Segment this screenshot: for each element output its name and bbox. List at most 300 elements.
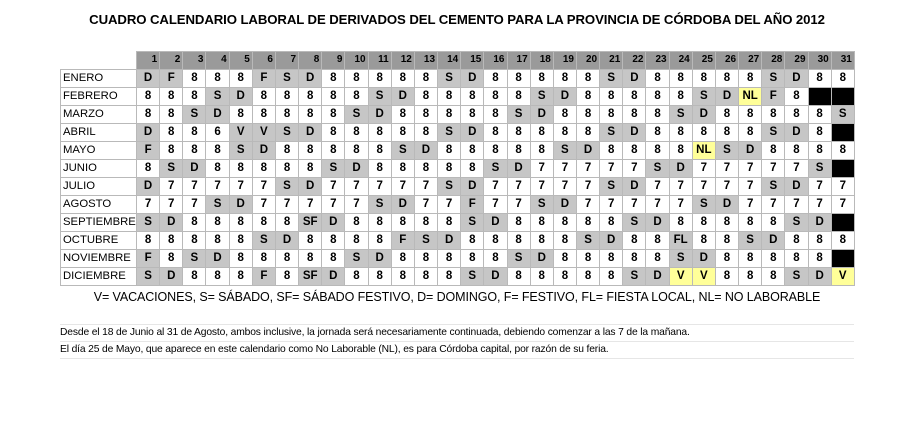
day-cell: 8: [484, 141, 507, 159]
month-row-agosto: [61, 195, 855, 213]
day-cell: 7: [275, 195, 298, 213]
day-cell: D: [206, 105, 229, 123]
day-cell: 8: [553, 69, 576, 87]
day-cell: 7: [322, 195, 345, 213]
day-cell: 8: [183, 141, 206, 159]
day-number-header: 10: [345, 52, 368, 70]
month-row-noviembre: [61, 249, 855, 267]
day-cell: 8: [160, 123, 183, 141]
day-cell: 8: [507, 231, 530, 249]
day-cell: 8: [322, 123, 345, 141]
day-cell: 7: [484, 195, 507, 213]
day-number-header: 28: [762, 52, 785, 70]
day-cell: 8: [576, 69, 599, 87]
header-corner: [61, 52, 137, 70]
day-cell: 7: [785, 159, 808, 177]
day-cell: 8: [299, 249, 322, 267]
day-cell: S: [530, 87, 553, 105]
day-cell: S: [600, 69, 623, 87]
day-cell: 8: [160, 249, 183, 267]
day-cell: S: [785, 213, 808, 231]
day-cell: D: [368, 249, 391, 267]
day-cell: D: [345, 159, 368, 177]
day-cell: S: [275, 123, 298, 141]
nonexistent-day-cell: [808, 87, 831, 105]
day-cell: 8: [692, 123, 715, 141]
day-cell: S: [229, 141, 252, 159]
day-cell: 8: [206, 141, 229, 159]
day-cell: 8: [368, 159, 391, 177]
day-cell: 7: [576, 195, 599, 213]
day-cell: 8: [368, 213, 391, 231]
day-cell: 8: [646, 69, 669, 87]
day-cell: S: [183, 105, 206, 123]
day-number-header: 22: [623, 52, 646, 70]
day-cell: 8: [484, 105, 507, 123]
day-cell: 7: [739, 159, 762, 177]
day-cell: 8: [530, 231, 553, 249]
day-cell: 8: [461, 105, 484, 123]
day-cell: 8: [785, 249, 808, 267]
day-cell: 8: [322, 141, 345, 159]
day-cell: D: [229, 195, 252, 213]
day-cell: V: [831, 267, 854, 285]
day-cell: 8: [646, 231, 669, 249]
day-cell: 8: [553, 123, 576, 141]
day-cell: S: [484, 159, 507, 177]
day-cell: 8: [507, 123, 530, 141]
day-cell: S: [692, 195, 715, 213]
day-cell: 8: [831, 141, 854, 159]
day-cell: 8: [345, 231, 368, 249]
day-cell: 8: [530, 213, 553, 231]
day-cell: V: [229, 123, 252, 141]
day-cell: S: [438, 123, 461, 141]
day-cell: F: [391, 231, 414, 249]
day-cell: 7: [160, 177, 183, 195]
day-cell: 7: [692, 159, 715, 177]
day-header-row: [61, 52, 855, 70]
day-cell: 8: [275, 159, 298, 177]
day-cell: D: [275, 231, 298, 249]
day-cell: D: [299, 177, 322, 195]
day-cell: 8: [576, 123, 599, 141]
day-cell: 7: [137, 195, 160, 213]
day-cell: 7: [553, 159, 576, 177]
nonexistent-day-cell: [831, 159, 854, 177]
day-cell: 8: [739, 105, 762, 123]
day-cell: 8: [183, 231, 206, 249]
day-cell: 7: [391, 177, 414, 195]
day-cell: 8: [322, 249, 345, 267]
day-cell: 8: [229, 213, 252, 231]
day-cell: 8: [461, 249, 484, 267]
day-cell: 7: [600, 159, 623, 177]
day-cell: 8: [576, 249, 599, 267]
day-cell: D: [137, 177, 160, 195]
day-number-header: 19: [553, 52, 576, 70]
day-cell: S: [739, 231, 762, 249]
day-cell: 8: [252, 87, 275, 105]
day-cell: 8: [600, 267, 623, 285]
day-number-header: 17: [507, 52, 530, 70]
day-cell: 8: [461, 87, 484, 105]
day-cell: S: [137, 267, 160, 285]
day-cell: D: [623, 69, 646, 87]
day-cell: 8: [345, 123, 368, 141]
day-cell: S: [252, 231, 275, 249]
day-cell: 8: [623, 231, 646, 249]
month-label: SEPTIEMBRE: [61, 213, 137, 231]
day-cell: D: [808, 267, 831, 285]
day-cell: 8: [438, 249, 461, 267]
day-cell: 8: [206, 213, 229, 231]
day-cell: SF: [299, 267, 322, 285]
day-cell: 8: [692, 213, 715, 231]
day-cell: S: [692, 87, 715, 105]
day-cell: S: [669, 249, 692, 267]
day-number-header: 5: [229, 52, 252, 70]
day-cell: 8: [808, 249, 831, 267]
day-number-header: 23: [646, 52, 669, 70]
day-cell: D: [762, 231, 785, 249]
day-cell: S: [438, 69, 461, 87]
day-cell: 8: [808, 123, 831, 141]
day-cell: 8: [623, 141, 646, 159]
day-cell: S: [831, 105, 854, 123]
day-number-header: 18: [530, 52, 553, 70]
day-cell: 8: [368, 123, 391, 141]
day-number-header: 15: [461, 52, 484, 70]
day-cell: 8: [275, 249, 298, 267]
day-cell: S: [160, 159, 183, 177]
day-cell: F: [762, 87, 785, 105]
day-number-header: 31: [831, 52, 854, 70]
day-cell: 8: [206, 267, 229, 285]
spacer-row: [60, 31, 854, 51]
day-cell: 8: [530, 267, 553, 285]
day-cell: 8: [461, 141, 484, 159]
day-cell: D: [553, 195, 576, 213]
day-cell: 8: [183, 87, 206, 105]
day-cell: 8: [229, 231, 252, 249]
day-number-header: 6: [252, 52, 275, 70]
note-line-1: Desde el 18 de Junio al 31 de Agosto, ambos inclusive, la jornada será necesariamente continuada, debiendo comenzar a las 7 de la mañana.: [60, 325, 854, 342]
day-cell: 8: [646, 105, 669, 123]
day-cell: 8: [414, 105, 437, 123]
day-cell: 8: [299, 231, 322, 249]
day-cell: NL: [692, 141, 715, 159]
day-cell: 8: [275, 213, 298, 231]
day-cell: 8: [391, 249, 414, 267]
day-cell: SF: [299, 213, 322, 231]
day-cell: 8: [414, 159, 437, 177]
day-cell: S: [530, 195, 553, 213]
day-cell: 8: [507, 69, 530, 87]
day-cell: 8: [229, 267, 252, 285]
day-cell: D: [461, 123, 484, 141]
day-cell: 8: [229, 105, 252, 123]
month-label: JUNIO: [61, 159, 137, 177]
day-cell: 8: [414, 123, 437, 141]
day-cell: FL: [669, 231, 692, 249]
day-cell: D: [507, 159, 530, 177]
legend-text: V= VACACIONES, S= SÁBADO, SF= SÁBADO FESTIVO, D= DOMINGO, F= FESTIVO, FL= FIESTA LOCAL, NL= NO LABORABLE: [93, 289, 821, 304]
day-cell: 8: [275, 105, 298, 123]
day-cell: 8: [438, 267, 461, 285]
day-cell: 8: [438, 159, 461, 177]
day-cell: 8: [275, 141, 298, 159]
day-cell: 7: [739, 195, 762, 213]
day-cell: 8: [275, 87, 298, 105]
day-cell: 7: [414, 195, 437, 213]
month-label: MARZO: [61, 105, 137, 123]
day-cell: 8: [600, 213, 623, 231]
day-cell: 7: [808, 195, 831, 213]
day-cell: 8: [252, 105, 275, 123]
day-cell: 8: [553, 267, 576, 285]
day-cell: 8: [183, 267, 206, 285]
month-row-febrero: [61, 87, 855, 105]
day-cell: 8: [739, 249, 762, 267]
day-cell: S: [206, 195, 229, 213]
nonexistent-day-cell: [831, 249, 854, 267]
day-cell: 7: [576, 159, 599, 177]
day-cell: 8: [808, 105, 831, 123]
day-cell: 7: [345, 195, 368, 213]
day-cell: 7: [785, 195, 808, 213]
day-cell: 8: [252, 213, 275, 231]
day-cell: 8: [646, 87, 669, 105]
day-cell: 7: [368, 177, 391, 195]
day-cell: 8: [553, 105, 576, 123]
day-cell: S: [762, 177, 785, 195]
day-cell: 8: [368, 69, 391, 87]
day-cell: 8: [229, 69, 252, 87]
day-cell: D: [600, 231, 623, 249]
day-cell: 8: [345, 267, 368, 285]
day-cell: 8: [160, 87, 183, 105]
day-cell: 8: [206, 159, 229, 177]
day-cell: S: [762, 69, 785, 87]
day-cell: V: [669, 267, 692, 285]
day-cell: 8: [623, 87, 646, 105]
nonexistent-day-cell: [831, 123, 854, 141]
day-cell: 8: [808, 69, 831, 87]
day-cell: 8: [762, 105, 785, 123]
day-cell: S: [646, 159, 669, 177]
day-cell: 8: [762, 267, 785, 285]
day-cell: S: [600, 123, 623, 141]
day-cell: D: [553, 87, 576, 105]
day-cell: S: [183, 249, 206, 267]
day-cell: D: [692, 249, 715, 267]
day-cell: D: [391, 195, 414, 213]
day-cell: 8: [368, 231, 391, 249]
day-cell: 8: [739, 267, 762, 285]
day-cell: 8: [368, 267, 391, 285]
day-cell: 8: [507, 87, 530, 105]
day-cell: D: [785, 123, 808, 141]
day-number-header: 4: [206, 52, 229, 70]
day-cell: 8: [507, 141, 530, 159]
day-cell: 8: [785, 87, 808, 105]
day-cell: 8: [391, 69, 414, 87]
day-cell: 8: [785, 105, 808, 123]
day-number-header: 25: [692, 52, 715, 70]
day-cell: 8: [715, 69, 738, 87]
day-cell: 8: [414, 213, 437, 231]
day-cell: 8: [715, 231, 738, 249]
day-cell: S: [623, 213, 646, 231]
day-cell: D: [461, 177, 484, 195]
day-cell: D: [739, 141, 762, 159]
month-row-marzo: [61, 105, 855, 123]
month-label: JULIO: [61, 177, 137, 195]
month-label: DICIEMBRE: [61, 267, 137, 285]
day-cell: 8: [808, 231, 831, 249]
day-cell: 8: [322, 87, 345, 105]
day-cell: D: [530, 249, 553, 267]
day-cell: D: [484, 267, 507, 285]
day-cell: 7: [252, 177, 275, 195]
day-cell: S: [368, 87, 391, 105]
day-number-header: 26: [715, 52, 738, 70]
day-cell: 8: [137, 231, 160, 249]
month-label: OCTUBRE: [61, 231, 137, 249]
day-cell: F: [252, 267, 275, 285]
day-cell: 8: [831, 231, 854, 249]
day-cell: S: [785, 267, 808, 285]
day-cell: V: [252, 123, 275, 141]
day-cell: D: [160, 213, 183, 231]
day-cell: 8: [183, 123, 206, 141]
day-cell: D: [669, 159, 692, 177]
day-cell: 8: [600, 87, 623, 105]
day-cell: 8: [623, 105, 646, 123]
day-cell: 8: [484, 123, 507, 141]
day-cell: S: [507, 105, 530, 123]
day-cell: 8: [414, 69, 437, 87]
day-cell: S: [322, 159, 345, 177]
day-cell: 8: [438, 213, 461, 231]
day-cell: D: [576, 141, 599, 159]
day-cell: S: [461, 213, 484, 231]
day-cell: S: [414, 231, 437, 249]
day-cell: 7: [299, 195, 322, 213]
day-cell: D: [414, 141, 437, 159]
day-cell: F: [461, 195, 484, 213]
day-cell: 8: [299, 105, 322, 123]
day-cell: 7: [623, 195, 646, 213]
day-cell: 7: [183, 177, 206, 195]
month-label: MAYO: [61, 141, 137, 159]
day-number-header: 30: [808, 52, 831, 70]
day-number-header: 2: [160, 52, 183, 70]
day-cell: 8: [414, 267, 437, 285]
day-cell: S: [438, 177, 461, 195]
day-cell: 7: [507, 195, 530, 213]
day-cell: 7: [715, 177, 738, 195]
day-cell: 8: [831, 69, 854, 87]
day-cell: 7: [623, 159, 646, 177]
day-cell: 8: [623, 249, 646, 267]
day-cell: 8: [576, 105, 599, 123]
day-cell: 8: [322, 231, 345, 249]
day-cell: S: [600, 177, 623, 195]
month-row-abril: [61, 123, 855, 141]
day-cell: 8: [461, 159, 484, 177]
month-row-diciembre: [61, 267, 855, 285]
day-cell: 8: [414, 87, 437, 105]
day-cell: D: [322, 267, 345, 285]
day-cell: 7: [739, 177, 762, 195]
day-cell: D: [623, 177, 646, 195]
day-cell: 8: [692, 231, 715, 249]
day-cell: S: [762, 123, 785, 141]
day-cell: S: [808, 159, 831, 177]
day-cell: D: [530, 105, 553, 123]
day-cell: 7: [183, 195, 206, 213]
day-cell: 7: [576, 177, 599, 195]
day-cell: 8: [252, 249, 275, 267]
day-cell: D: [322, 213, 345, 231]
month-row-mayo: [61, 141, 855, 159]
day-cell: S: [669, 105, 692, 123]
day-cell: 8: [484, 69, 507, 87]
day-cell: S: [275, 69, 298, 87]
day-number-header: 11: [368, 52, 391, 70]
day-cell: 8: [391, 213, 414, 231]
day-cell: 8: [206, 231, 229, 249]
day-cell: 8: [252, 159, 275, 177]
day-cell: D: [252, 141, 275, 159]
day-cell: 8: [299, 159, 322, 177]
spacer-row: [60, 308, 854, 325]
day-cell: 8: [646, 141, 669, 159]
day-cell: 8: [785, 231, 808, 249]
day-cell: S: [206, 87, 229, 105]
day-cell: 8: [646, 249, 669, 267]
day-cell: 7: [507, 177, 530, 195]
day-cell: 8: [461, 231, 484, 249]
day-cell: 8: [438, 105, 461, 123]
day-cell: 7: [530, 177, 553, 195]
day-cell: 7: [669, 195, 692, 213]
day-cell: D: [229, 87, 252, 105]
day-cell: 8: [507, 267, 530, 285]
calendar-table: [60, 51, 855, 286]
day-cell: D: [137, 123, 160, 141]
day-cell: 7: [669, 177, 692, 195]
nonexistent-day-cell: [831, 213, 854, 231]
day-cell: 8: [669, 87, 692, 105]
day-cell: 8: [739, 213, 762, 231]
day-cell: 8: [576, 213, 599, 231]
day-cell: 8: [322, 69, 345, 87]
day-number-header: 3: [183, 52, 206, 70]
day-cell: 8: [530, 123, 553, 141]
day-cell: 7: [345, 177, 368, 195]
day-cell: D: [206, 249, 229, 267]
day-cell: 7: [438, 195, 461, 213]
day-cell: 7: [762, 195, 785, 213]
day-cell: D: [715, 195, 738, 213]
day-cell: S: [275, 177, 298, 195]
day-number-header: 13: [414, 52, 437, 70]
day-cell: 8: [507, 213, 530, 231]
day-cell: D: [785, 69, 808, 87]
